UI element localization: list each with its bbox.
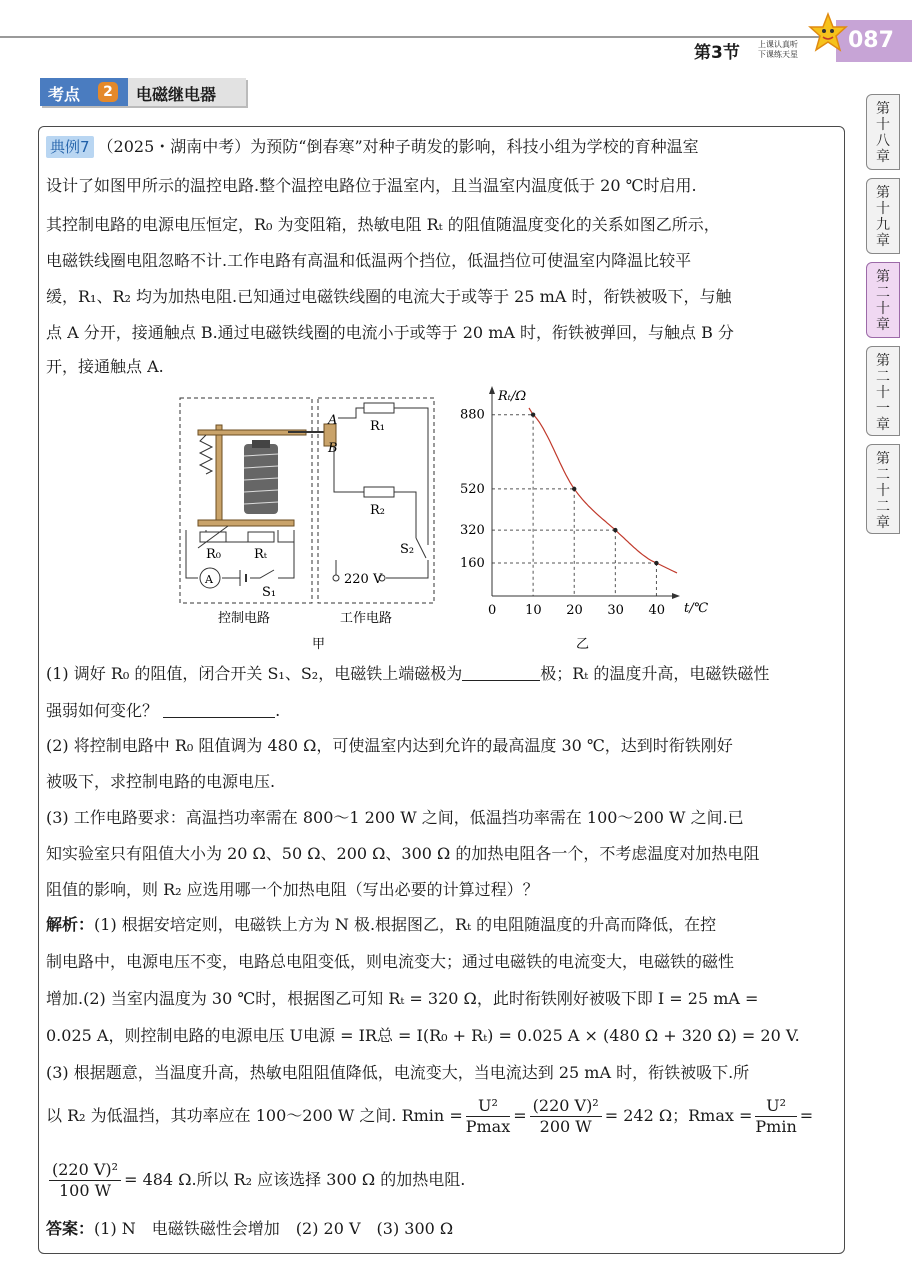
y-axis-label: Rₜ/Ω bbox=[498, 389, 527, 404]
solution-text: (1) 根据安培定则，电磁铁上方为 N 极.根据图乙，Rₜ 的电阻随温度的升高而降低，在控 bbox=[94, 915, 717, 934]
x-tick-label: 0 bbox=[488, 603, 497, 618]
data-point bbox=[531, 413, 535, 417]
q1-text-c: 强弱如何变化？ bbox=[46, 701, 159, 720]
example-line-4: 电磁铁线圈电阻忽略不计.工作电路有高温和低温两个挡位，低温挡位可使温室内降温比较平 bbox=[46, 251, 692, 270]
answer-blank-1[interactable] bbox=[462, 665, 540, 681]
answer-blank-2[interactable] bbox=[163, 702, 275, 718]
question-3-line-3: 阻值的影响，则 R₂ 应选用哪一个加热电阻（写出必要的计算过程）？ bbox=[46, 880, 539, 899]
answer-label: 答案： bbox=[46, 1219, 95, 1238]
chart-yi bbox=[460, 386, 709, 652]
data-points bbox=[531, 413, 659, 566]
kaodian-number: 2 bbox=[98, 82, 118, 102]
x-ticks bbox=[488, 603, 665, 618]
figures bbox=[178, 380, 718, 655]
rt-label: Rₜ bbox=[254, 547, 267, 562]
chart-title: 乙 bbox=[576, 637, 590, 652]
fraction-2: $\frac{\text{(220 V)²}}{200 W}$ bbox=[530, 1096, 602, 1137]
question-3-line-2: 知实验室只有阻值大小为 20 Ω、50 Ω、200 Ω、300 Ω 的加热电阻各一个，不考虑温度对加热电阻 bbox=[46, 844, 760, 863]
kaodian-heading bbox=[40, 78, 246, 106]
rt-curve bbox=[529, 408, 677, 573]
sol-text-c: = 484 Ω.所以 R₂ 应该选择 300 Ω 的加热电阻. bbox=[124, 1170, 466, 1189]
y-tick-label: 520 bbox=[460, 481, 485, 497]
contact-a-label: A bbox=[328, 413, 338, 428]
y-tick-label: 160 bbox=[460, 556, 485, 572]
solution-label: 解析： bbox=[46, 915, 95, 934]
y-tick-label: 880 bbox=[460, 407, 485, 423]
y-tick-label: 320 bbox=[460, 523, 485, 539]
tab-chapter-18[interactable]: 第 十 八 章 bbox=[866, 94, 900, 170]
example-tag: 典例7 bbox=[46, 136, 94, 158]
section-label: 第3节 bbox=[694, 43, 740, 63]
example-text: （2025・湖南中考）为预防“倒春寒”对种子萌发的影响，科技小组为学校的育种温室 bbox=[97, 137, 699, 156]
example-line-6: 点 A 分开，接通触点 B.通过电磁铁线圈的电流小于或等于 20 mA 时，衔铁被弹回，与触点 B 分 bbox=[46, 323, 734, 342]
data-point bbox=[654, 561, 658, 565]
motto-line-1: 上课认真听 bbox=[758, 40, 798, 49]
tab-chapter-20[interactable]: 第 二 十 章 bbox=[866, 262, 900, 338]
voltage-label: 220 V bbox=[344, 572, 383, 587]
example-line-7: 开，接通触点 A. bbox=[46, 357, 164, 376]
work-circuit-label: 工作电路 bbox=[340, 611, 393, 626]
x-tick-label: 40 bbox=[648, 603, 665, 618]
example-line-5: 缓，R₁、R₂ 均为加热电阻.已知通过电磁铁线圈的电流大于或等于 25 mA 时，衔铁被吸下，与触 bbox=[46, 287, 732, 306]
x-axis-label: t/℃ bbox=[684, 601, 709, 616]
question-1-line-2: 强弱如何变化？ . bbox=[46, 701, 281, 720]
x-tick-label: 20 bbox=[566, 603, 583, 618]
fraction-4: $\frac{\text{(220 V)²}}{100 W}$ bbox=[49, 1160, 121, 1201]
motto-line-2: 下课练天星 bbox=[758, 50, 798, 59]
chart-grid bbox=[492, 415, 656, 596]
tab-chapter-21[interactable]: 第 二 十 一 章 bbox=[866, 346, 900, 436]
control-circuit-label: 控制电路 bbox=[218, 611, 271, 626]
answer-line bbox=[46, 1218, 836, 1240]
example-line-3: 其控制电路的电源电压恒定，R₀ 为变阻箱，热敏电阻 Rₜ 的阻值随温度变化的关系如图乙所示， bbox=[46, 215, 720, 234]
contact-b-label: B bbox=[328, 441, 338, 456]
star-mascot-icon bbox=[808, 12, 848, 56]
example-line-2: 设计了如图甲所示的温控电路.整个温控电路位于温室内，且当温室内温度低于 20 ℃时启用. bbox=[46, 176, 697, 195]
solution-line-4: 0.025 A，则控制电路的电源电压 U电源 = IR总 = I(R₀ + Rₜ) = 0.025 A × (480 Ω + 320 Ω) = 20 V. bbox=[46, 1026, 800, 1045]
sol-text-a: 以 R₂ 为低温挡，其功率应在 100～200 W 之间. Rmin = bbox=[46, 1106, 463, 1125]
x-tick-label: 10 bbox=[525, 603, 542, 618]
fig-jia-name: 甲 bbox=[312, 637, 326, 652]
sol-text-b: = 242 Ω；Rmax = bbox=[604, 1106, 753, 1125]
question-2-line-1: (2) 将控制电路中 R₀ 阻值调为 480 Ω，可使温室内达到允许的最高温度 30 ℃，达到时衔铁刚好 bbox=[46, 736, 733, 755]
q1-text-b: 极；Rₜ 的温度升高，电磁铁磁性 bbox=[540, 664, 770, 683]
s1-label: S₁ bbox=[262, 585, 277, 600]
kaodian-tag bbox=[40, 78, 128, 106]
data-point bbox=[613, 528, 617, 532]
page-number: 087 bbox=[848, 28, 894, 53]
solution-line-2: 制电路中，电源电压不变，电路总电阻变低，则电流变大；通过电磁铁的电流变大，电磁铁的磁性 bbox=[46, 952, 735, 971]
ammeter-label: A bbox=[205, 573, 213, 586]
r0-label: R₀ bbox=[206, 547, 221, 562]
y-ticks bbox=[460, 408, 485, 571]
fraction-1: $\frac{\text{U²}}{Pmax}$ bbox=[465, 1096, 511, 1136]
kaodian-title: 电磁继电器 bbox=[136, 85, 217, 104]
question-3-line-1: (3) 工作电路要求：高温挡功率需在 800～1 200 W 之间，低温挡功率需在 100～200 W 之间.已 bbox=[46, 808, 744, 827]
motto bbox=[758, 40, 806, 60]
question-1-line-1 bbox=[46, 663, 836, 685]
r2-label: R₂ bbox=[370, 503, 385, 518]
question-2-line-2: 被吸下，求控制电路的电源电压. bbox=[46, 772, 276, 791]
kaodian-label: 考点 bbox=[48, 85, 81, 104]
example-line-1 bbox=[46, 136, 836, 158]
x-tick-label: 30 bbox=[607, 603, 624, 618]
tab-chapter-22[interactable]: 第 二 十 二 章 bbox=[866, 444, 900, 534]
q1-text-a: (1) 调好 R₀ 的阻值，闭合开关 S₁、S₂，电磁铁上端磁极为 bbox=[46, 664, 463, 683]
x-axis-arrow bbox=[672, 593, 680, 599]
data-point bbox=[572, 487, 576, 491]
solution-line-6: 以 R₂ 为低温挡，其功率应在 100～200 W 之间. Rmin = $\frac{\text{U²}}{Pmax}$ = $\frac{\text{(220 V)²}}{200 W}$ = 242 Ω；Rmax = $\frac{\text{U²}}{Pmin}$ = bbox=[46, 1096, 814, 1136]
solution-line-7 bbox=[46, 1160, 836, 1201]
r1-label: R₁ bbox=[370, 419, 385, 434]
page-header bbox=[0, 0, 912, 62]
solution-line-3: 增加.(2) 当室内温度为 30 ℃时，根据图乙可知 Rₜ = 320 Ω，此时衔铁刚好被吸下即 I = 25 mA = bbox=[46, 989, 759, 1008]
y-axis-arrow bbox=[489, 386, 495, 394]
solution-line-1 bbox=[46, 914, 836, 936]
tab-chapter-19[interactable]: 第 十 九 章 bbox=[866, 178, 900, 254]
fraction-3: $\frac{\text{U²}}{Pmin}$ bbox=[755, 1096, 797, 1136]
circuit-diagram-jia bbox=[180, 398, 434, 652]
solution-line-5: (3) 根据题意，当温度升高，热敏电阻阻值降低，电流变大，当电流达到 25 mA 时，衔铁被吸下.所 bbox=[46, 1063, 750, 1082]
answer-text: (1) N 电磁铁磁性会增加 (2) 20 V (3) 300 Ω bbox=[94, 1219, 454, 1238]
s2-label: S₂ bbox=[400, 542, 415, 557]
